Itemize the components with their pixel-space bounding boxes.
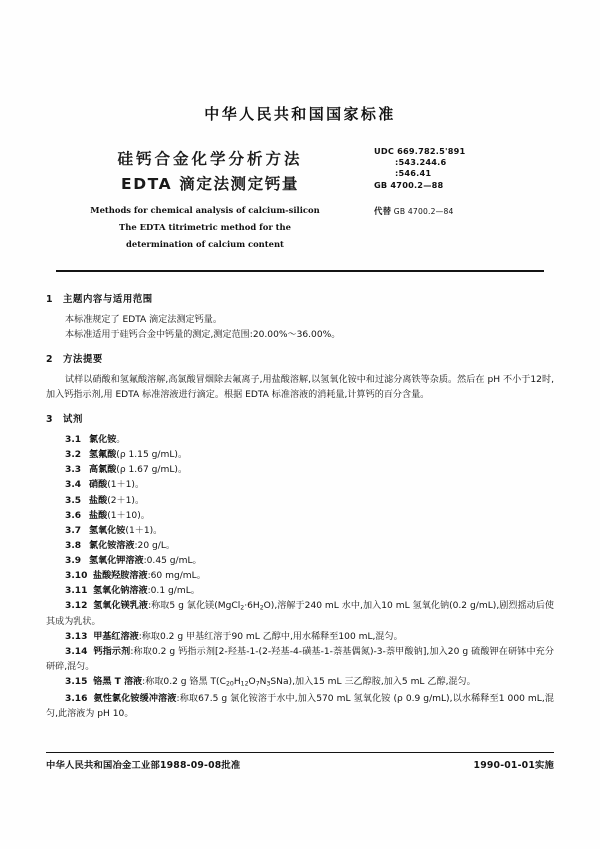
formula-subscript: 2: [259, 604, 264, 612]
reagent-name: 氯化铵溶液: [89, 540, 135, 551]
footer-implementation-text: 1990-01-01实施: [473, 760, 554, 771]
reagent-name: 盐酸: [89, 495, 108, 506]
standard-title-cn: [60, 148, 360, 195]
reagent-item: [46, 448, 554, 463]
formula-subscript: 2: [240, 604, 245, 612]
reagent-number: 3.5: [65, 495, 82, 506]
reagent-item: [46, 599, 554, 630]
reagent-detail: :称取0.2 g 甲基红溶于90 mL 乙醇中,用水稀释至100 mL,混匀。: [138, 632, 403, 643]
reagent-item: [46, 692, 554, 722]
document-body: [46, 292, 554, 722]
formula-subscript: 7: [255, 680, 260, 688]
spacer: [46, 343, 554, 352]
reagent-number: 3.2: [65, 450, 82, 461]
standard-title-en-line-1: Methods for chemical analysis of calcium-silicon: [90, 205, 320, 215]
reagent-item: [46, 675, 554, 691]
reagent-item: [46, 433, 554, 448]
reagent-name: 甲基红溶液: [93, 632, 139, 643]
reagent-number: 3.14: [65, 647, 88, 658]
section-heading-2: [46, 352, 554, 367]
reagent-item: [46, 494, 554, 509]
reagent-item: [46, 645, 554, 675]
reagent-name: 氢氧化钠溶液: [93, 585, 148, 596]
reagent-item: [46, 569, 554, 584]
national-standard-header: 中华人民共和国国家标准: [204, 105, 396, 123]
reagent-item: [46, 554, 554, 569]
footer-divider: [46, 752, 554, 753]
reagent-detail: :称取0.2 g 钙指示剂[2-羟基-1-(2-羟基-4-磺基-1-萘基偶氮)-3-萘甲酸钠],加入20 g 硫酸钾在研钵中充分研碎,混匀。: [46, 647, 554, 673]
reagent-name: 氢氧化铵: [89, 525, 126, 536]
formula-subscript: 20: [225, 680, 234, 688]
reagent-item: [46, 630, 554, 645]
section-label-1: 主题内容与适用范围: [63, 294, 153, 305]
reagent-number: 3.10: [65, 570, 88, 581]
reagent-list-detailed: [46, 599, 554, 722]
reagent-number: 3.13: [65, 632, 88, 643]
udc-secondary-code-2: :546.41: [395, 168, 432, 179]
reagent-number: 3.9: [65, 555, 82, 566]
header-divider: [56, 270, 544, 272]
standard-number: GB 4700.2—88: [374, 180, 444, 191]
reagent-number: 3.16: [65, 693, 88, 704]
formula-element: O: [248, 677, 256, 688]
udc-code-block: [374, 146, 544, 191]
formula-subscript: 3: [266, 680, 271, 688]
reagent-detail-pre: :称取0.2 g 铬黑 T(C: [142, 677, 226, 688]
reagent-detail: (1＋10)。: [107, 510, 150, 521]
reagent-detail-post: SNa),加入15 mL 三乙醇胺,加入5 mL 乙醇,混匀。: [270, 677, 476, 688]
reagent-name: 氨性氯化铵缓冲溶液: [93, 693, 177, 704]
section-2-paragraph-1: 试样以硝酸和氢氟酸溶解,高氯酸冒烟除去氟离子,用盐酸溶解,以氢氧化铵中和过滤分离铁等杂质。然后在 pH 不小于12时,加入钙指示剂,用 EDTA 标准溶液进行滴定。根据 EDTA 标准溶液的消耗量,计算钙的百分含量。: [46, 375, 554, 401]
reagent-number: 3.12: [65, 600, 88, 611]
reagent-item: [46, 539, 554, 554]
replaces-label: 代替: [374, 206, 392, 216]
reagent-item: [46, 478, 554, 493]
masthead: [0, 103, 600, 124]
reagent-name: 盐酸羟胺溶液: [93, 570, 148, 581]
reagent-number: 3.15: [65, 677, 88, 688]
reagent-number: 3.11: [65, 585, 88, 596]
standard-title-en-line-2: The EDTA titrimetric method for the: [119, 222, 291, 232]
reagent-detail: :称取67.5 g 氯化铵溶于水中,加入570 mL 氢氧化铵 (ρ 0.9 g/mL),以水稀释至1 000 mL,混匀,此溶液为 pH 10。: [46, 693, 554, 719]
reagent-number: 3.4: [65, 480, 82, 491]
section-label-3: 试剂: [63, 414, 83, 426]
formula-element: H: [233, 677, 241, 688]
reagent-name: 硝酸: [89, 480, 108, 491]
section-1-paragraph-1: 本标准规定了 EDTA 滴定法测定钙量。: [65, 315, 222, 326]
reagent-list: [46, 433, 554, 599]
replaces-note: [374, 205, 454, 217]
reagent-item: [46, 584, 554, 599]
reagent-detail: (ρ 1.67 g/mL)。: [116, 465, 188, 476]
section-number-1: 1: [46, 294, 53, 305]
reagent-detail-mid: ·6H: [244, 600, 260, 611]
spacer: [46, 403, 554, 412]
udc-secondary-code-1: :543.244.6: [395, 157, 447, 168]
formula-element: N: [259, 677, 267, 688]
reagent-name: 氯化铵: [89, 435, 117, 446]
udc-primary-code: UDC 669.782.5'891: [374, 146, 466, 156]
reagent-name: 氢氧化镁乳液: [93, 600, 149, 611]
reagent-name: 高氯酸: [89, 465, 117, 476]
reagent-number: 3.6: [65, 510, 82, 521]
reagent-detail: 。: [116, 435, 126, 446]
reagent-name: 氢氧化钾溶液: [89, 555, 144, 566]
footer-approval-text: 中华人民共和国冶金工业部1988-09-08批准: [46, 760, 241, 771]
reagent-name: 氢氟酸: [89, 450, 117, 461]
standard-title-line-1: 硅钙合金化学分析方法: [117, 150, 303, 168]
reagent-detail: (ρ 1.15 g/mL)。: [116, 450, 188, 461]
section-number-2: 2: [46, 354, 53, 366]
standard-title-line-2: EDTA 滴定法测定钙量: [121, 175, 299, 193]
standard-title-en-line-3: determination of calcium content: [126, 239, 284, 249]
reagent-number: 3.7: [65, 525, 82, 536]
reagent-item: [46, 463, 554, 478]
reagent-detail: :20 g/L。: [134, 540, 176, 551]
section-number-3: 3: [46, 414, 53, 426]
reagent-number: 3.8: [65, 540, 82, 551]
reagent-detail: (1＋1)。: [125, 525, 163, 536]
reagent-item: [46, 509, 554, 524]
reagent-detail: (2＋1)。: [107, 495, 145, 506]
reagent-number: 3.3: [65, 465, 82, 476]
reagent-name: 钙指示剂: [93, 647, 131, 658]
reagent-detail-pre: :称取5 g 氯化镁(MgCl: [148, 600, 241, 611]
reagent-name: 铬黑 T 溶液: [93, 677, 143, 688]
reagent-detail: :0.1 g/mL。: [147, 585, 200, 596]
section-heading-3: [46, 412, 554, 427]
reagent-detail: (1＋1)。: [107, 480, 145, 491]
reagent-item: [46, 524, 554, 539]
standard-title-en: [55, 202, 355, 253]
section-label-2: 方法提要: [63, 354, 103, 366]
reagent-name: 盐酸: [89, 510, 108, 521]
reagent-detail: :0.45 g/mL。: [143, 555, 202, 566]
section-1-paragraph-2: 本标准适用于硅钙合金中钙量的测定,测定范围:20.00%～36.00%。: [65, 330, 341, 341]
reagent-detail-post: O),溶解于240 mL 水中,加入10 mL 氢氧化钠(0.2 g/mL),剧烈摇动后使其成为乳状。: [46, 600, 554, 628]
section-heading-1: [46, 292, 554, 307]
replaces-standard-number: GB 4700.2—84: [393, 207, 454, 216]
reagent-detail: :60 mg/mL。: [147, 570, 206, 581]
reagent-number: 3.1: [65, 435, 82, 446]
formula-subscript: 12: [240, 680, 249, 688]
